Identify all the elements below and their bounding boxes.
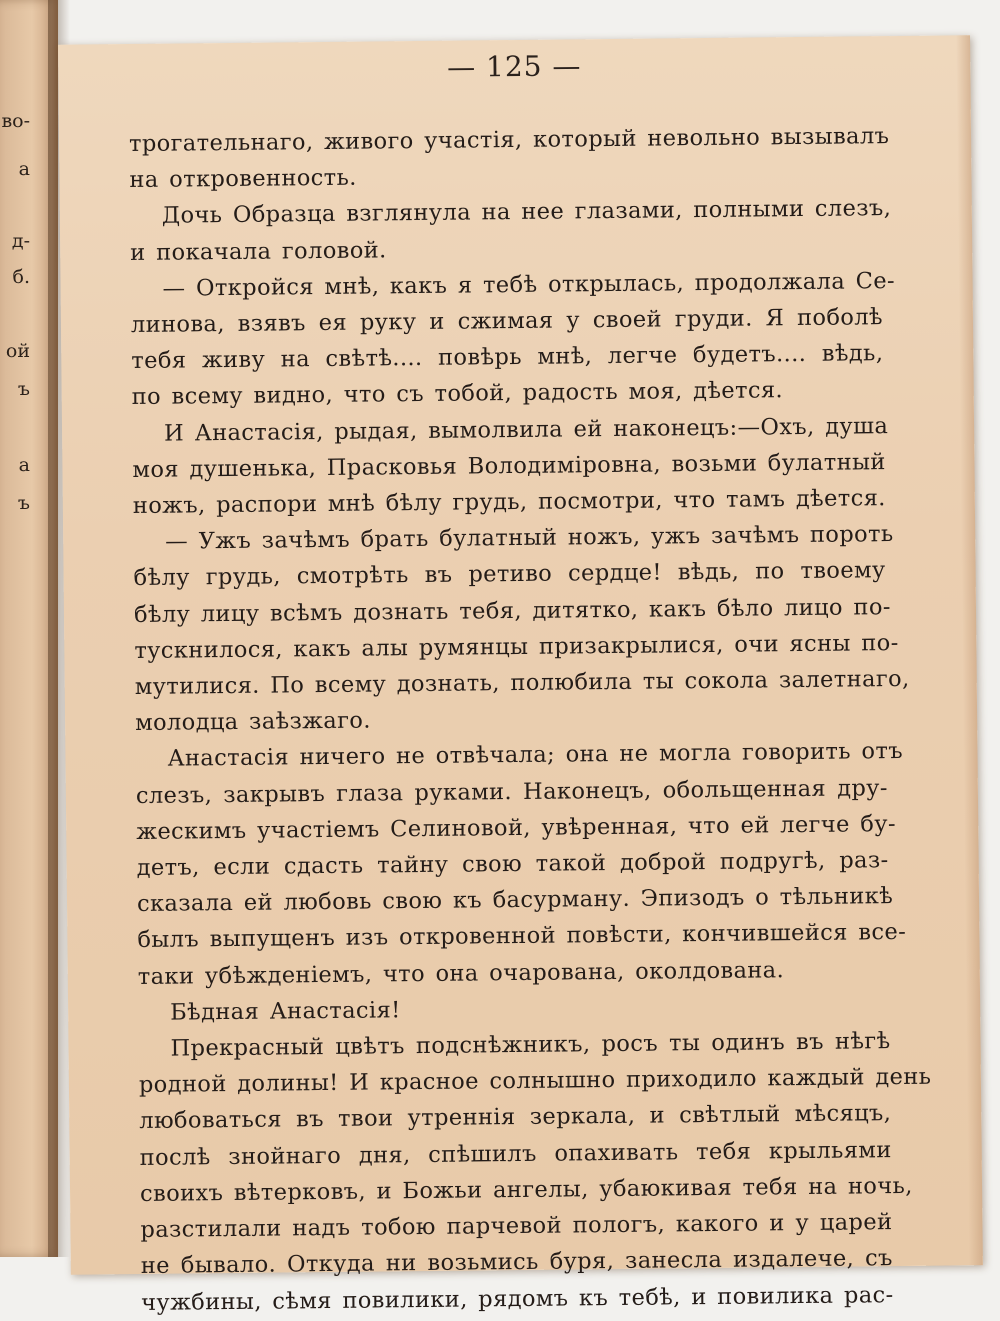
text-line: на откровенность. — [129, 164, 357, 194]
text-line: молодца заѣзжаго. — [134, 707, 371, 737]
left-page-fragment: д- — [11, 230, 30, 252]
text-line: Дочь Образца взглянула на нее глазами, полными слезъ, — [161, 195, 892, 230]
text-line: детъ, если сдасть тайну свою такой доброй подругѣ, раз- — [136, 847, 889, 882]
left-page-fragment: ъ — [17, 378, 30, 400]
left-page-fragment: б. — [12, 266, 30, 288]
page-edge-shade — [956, 35, 983, 1265]
page-number: — 125 — — [446, 49, 582, 84]
text-line: тускнилося, какъ алы румянцы призакрылися, очи ясны по- — [134, 629, 899, 664]
text-line: тебя живу на свѣтѣ.... повѣрь мнѣ, легче будетъ.... вѣдь, — [131, 340, 884, 375]
text-line: жескимъ участіемъ Селиновой, увѣренная, что ей легче бу- — [136, 810, 897, 845]
text-line: не бывало. Откуда ни возьмись буря, занесла издалече, съ — [140, 1245, 893, 1280]
text-line: мутилися. По всему дознать, полюбила ты сокола залетнаго, — [134, 665, 910, 701]
text-line: Анастасія ничего не отвѣчала; она не могла говорить отъ — [167, 738, 904, 773]
text-line: Прекрасный цвѣтъ подснѣжникъ, росъ ты одинъ въ нѣгѣ — [170, 1028, 891, 1062]
left-page-fragment: ой — [5, 340, 30, 362]
text-line: слезъ, закрывъ глаза руками. Наконецъ, обольщенная дру- — [135, 774, 888, 809]
text-line: моя душенька, Прасковья Володиміровна, возьми булатный — [132, 448, 886, 483]
text-line: по всему видно, что съ тобой, радость моя, дѣется. — [131, 377, 784, 411]
text-line: чужбины, сѣмя повилики, рядомъ къ тебѣ, и повилика рас- — [141, 1281, 894, 1316]
text-line: и покачала головой. — [130, 236, 387, 266]
left-page-fragment: а — [18, 454, 30, 476]
text-line: ножъ, распори мнѣ бѣлу грудь, посмотри, что тамъ дѣется. — [132, 485, 886, 520]
text-line: бѣлу грудь, смотрѣть въ ретиво сердце! вѣдь, по твоему — [133, 557, 886, 592]
left-page-fragment: ъ — [17, 492, 30, 514]
text-line: линова, взявъ ея руку и сжимая у своей груди. Я поболѣ — [130, 304, 884, 339]
text-line: былъ выпущенъ изъ откровенной повѣсти, кончившейся все- — [137, 919, 907, 954]
text-line: бѣлу лицу всѣмъ дознать тебя, дитятко, какъ бѣло лицо по- — [133, 593, 891, 628]
text-line: таки убѣжденіемъ, что она очарована, околдована. — [137, 956, 785, 990]
text-line: своихъ вѣтерковъ, и Божьи ангелы, убаюкивая тебя на ночь, — [139, 1172, 913, 1207]
page-body-text — [128, 118, 932, 1321]
left-page-fragment: а — [18, 158, 30, 180]
book-page — [58, 35, 983, 1316]
text-line: — Ужъ зачѣмъ брать булатный ножъ, ужъ зачѣмъ пороть — [165, 521, 894, 555]
text-line: — Откройся мнѣ, какъ я тебѣ открылась, продолжала Се- — [162, 267, 896, 302]
text-line: Бѣдная Анастасія! — [170, 997, 401, 1026]
left-page-fragment: во- — [1, 110, 30, 132]
text-line: трогательнаго, живого участія, который невольно вызывалъ — [128, 123, 890, 158]
text-line: послѣ знойнаго дня, спѣшилъ опахивать тебя крыльями — [139, 1136, 892, 1171]
text-line: разстилали надъ тобою парчевой пологъ, какого и у царей — [140, 1209, 893, 1244]
text-line: родной долины! И красное солнышно приходило каждый день — [138, 1063, 932, 1099]
text-line: сказала ей любовь свою къ басурману. Эпизодъ о тѣльникѣ — [136, 883, 894, 918]
text-line: любоваться въ твои утреннія зеркала, и свѣтлый мѣсяцъ, — [139, 1100, 892, 1135]
text-line: И Анастасія, рыдая, вымолвила ей наконецъ:—Охъ, душа — [163, 412, 889, 447]
